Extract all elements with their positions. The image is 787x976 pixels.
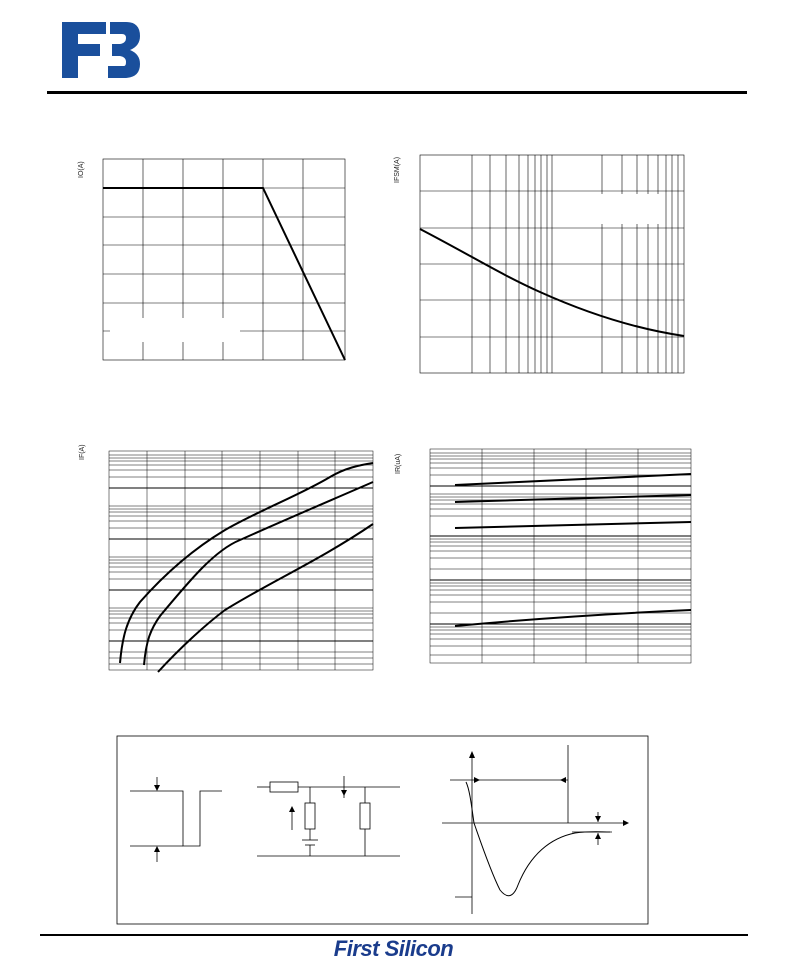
recovery-curve (466, 782, 610, 896)
fig4-ylabel: IR(uA) (395, 453, 402, 474)
fig1-ylabel: IO(A) (78, 161, 85, 178)
footer-brand: First Silicon (333, 936, 454, 961)
fig2-ylabel: IFSM(A) (394, 156, 401, 183)
fig3-ylabel: IF(A) (79, 444, 86, 460)
